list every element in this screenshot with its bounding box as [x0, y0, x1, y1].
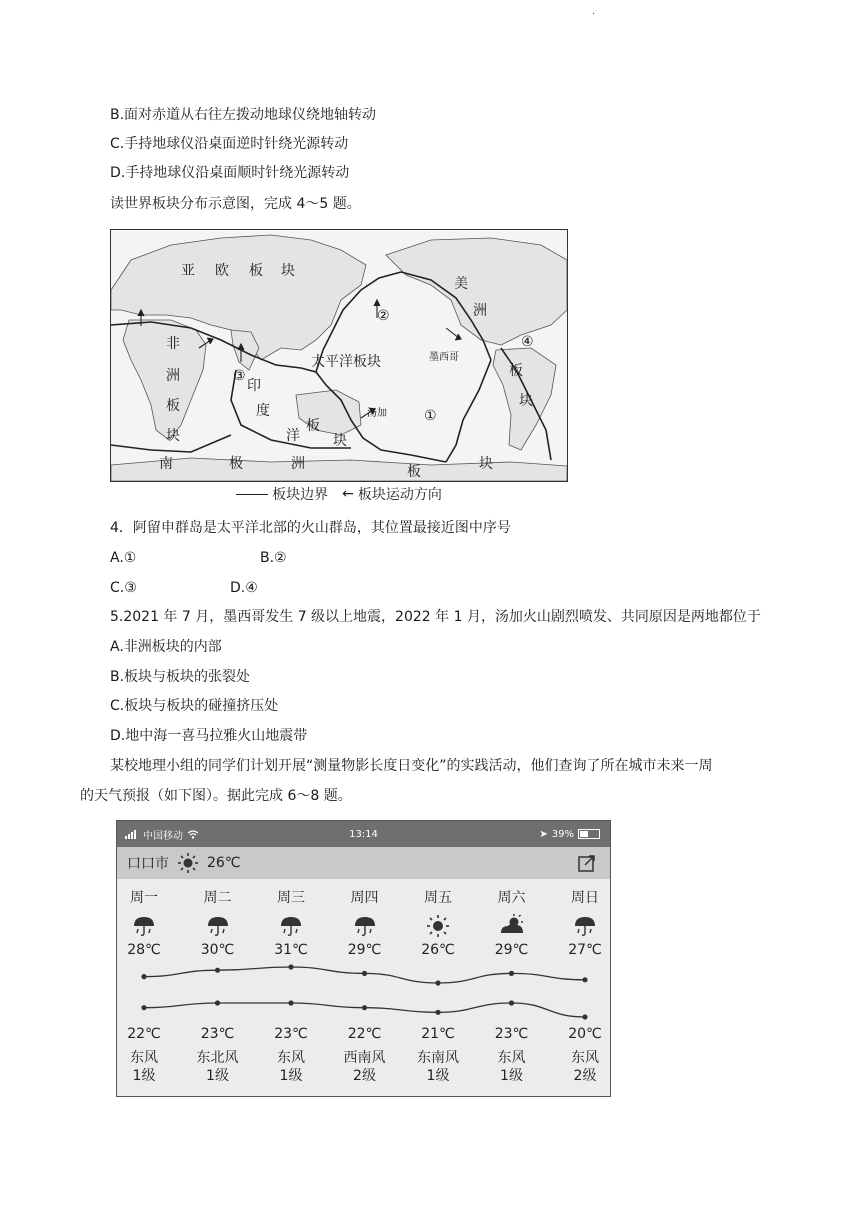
intro-4-5: 读世界板块分布示意图，完成 4～5 题。: [110, 196, 361, 212]
intro-6-8-line2: 的天气预报（如下图）。据此完成 6～8 题。: [80, 788, 352, 804]
plate-map-svg: [111, 230, 567, 481]
wind-direction: 东风: [497, 1050, 526, 1066]
label-eurasia-3: 板: [249, 263, 263, 279]
boundary-line-symbol: [236, 494, 268, 495]
intro-6-8-line1: 某校地理小组的同学们计划开展“测量物影长度日变化”的实践活动，他们查询了所在城市未来一周: [110, 758, 713, 774]
page-marker-dot: .: [592, 6, 596, 17]
motion-arrow-mexico: [446, 328, 461, 340]
low-temp-label: 20℃: [568, 1026, 602, 1042]
low-temp-curve-point: [435, 1010, 440, 1015]
boundary-pacific-east: [446, 360, 491, 462]
high-temp-label: 29℃: [494, 942, 529, 958]
q5-option-b: B.板块与板块的张裂处: [110, 669, 251, 685]
legend-motion: [342, 484, 442, 504]
wind-level: 2级: [573, 1068, 597, 1084]
day-name: 周三: [277, 890, 305, 906]
low-temp-label: 23℃: [274, 1026, 308, 1042]
wind-direction: 东南风: [417, 1050, 459, 1066]
label-antarctic-3: 洲: [291, 456, 305, 472]
label-number-2: ②: [377, 308, 390, 324]
legend-boundary: [236, 484, 328, 504]
day-name: 周一: [130, 890, 158, 906]
label-africa-3: 板: [166, 398, 180, 414]
q4-option-d: D.④: [230, 580, 258, 596]
high-temp-curve-point: [362, 971, 367, 976]
q3-option-b: B.面对赤道从右往左拨动地球仪绕地轴转动: [110, 107, 377, 123]
q4-stem: 4．阿留申群岛是太平洋北部的火山群岛，其位置最接近图中序号: [110, 520, 511, 536]
day-name: 周二: [203, 890, 232, 906]
high-temp-curve-point: [509, 971, 514, 976]
low-temp-label: 22℃: [347, 1026, 382, 1042]
wind-level: 1级: [279, 1068, 303, 1084]
q5-option-c: C.板块与板块的碰撞挤压处: [110, 698, 279, 714]
low-temp-label: 23℃: [494, 1026, 529, 1042]
wind-level: 1级: [132, 1068, 156, 1084]
low-temp-curve-point: [288, 1000, 293, 1005]
wind-direction: 东风: [571, 1050, 599, 1066]
high-temp-curve-point: [141, 974, 146, 979]
label-antarctic-2: 极: [229, 456, 243, 472]
label-america-1: 美: [454, 276, 468, 292]
map-legend: [110, 482, 568, 506]
label-antarctic-1: 南: [159, 456, 173, 472]
high-temp-curve-point: [215, 968, 220, 973]
city-name: 口口市: [127, 856, 169, 872]
day-name: 周六: [497, 890, 526, 906]
low-temp-label: 21℃: [421, 1026, 455, 1042]
q3-option-d: D.手持地球仪沿桌面顺时针绕光源转动: [110, 165, 350, 181]
label-antarctic-5: 块: [479, 456, 493, 472]
low-temp-curve-point: [509, 1000, 514, 1005]
current-temp: 26℃: [207, 855, 241, 871]
wind-level: 2级: [353, 1068, 376, 1084]
label-eurasia-4: 块: [281, 263, 295, 279]
high-temp-curve-point: [435, 980, 440, 985]
high-temp-label: 26℃: [421, 942, 455, 958]
wind-direction: 西南风: [343, 1050, 386, 1066]
high-temp-label: 31℃: [274, 942, 308, 958]
q4-option-c: C.③: [110, 580, 137, 596]
high-temp-label: 29℃: [347, 942, 382, 958]
low-temp-label: 22℃: [127, 1026, 161, 1042]
status-time: 13:14: [349, 828, 378, 840]
label-india-5: 块: [333, 433, 347, 449]
low-temp-label: 23℃: [200, 1026, 235, 1042]
label-eurasia-1: 亚: [181, 263, 195, 279]
day-name: 周五: [424, 890, 452, 906]
q5-stem: 5.2021 年 7 月，墨西哥发生 7 级以上地震，2022 年 1 月，汤加火山剧烈喷发、共同原因是两地都位于: [110, 609, 761, 625]
label-tonga: 汤加: [367, 408, 387, 419]
label-india-4: 板: [306, 418, 320, 434]
wind-direction: 东风: [130, 1050, 158, 1066]
label-pacific: 太平洋板块: [311, 354, 381, 370]
africa-landmass: [123, 320, 206, 440]
label-india-1: 印: [247, 378, 261, 394]
wind-level: 1级: [206, 1068, 229, 1084]
label-eurasia-2: 欧: [215, 263, 229, 279]
label-america-4: 块: [519, 393, 533, 409]
world-plate-map: [110, 229, 568, 482]
high-temp-curve-point: [288, 964, 293, 969]
label-africa-4: 块: [166, 428, 180, 444]
temperature-curves: [117, 821, 611, 1097]
label-mexico: 墨西哥: [429, 352, 459, 363]
label-number-4: ④: [521, 334, 534, 350]
low-temp-curve-point: [141, 1005, 146, 1010]
high-temp-curve-point: [582, 977, 587, 982]
wind-level: 1级: [426, 1068, 450, 1084]
high-temp-label: 30℃: [200, 942, 235, 958]
label-africa-2: 洲: [166, 368, 180, 384]
day-name: 周四: [350, 890, 379, 906]
q3-option-c: C.手持地球仪沿桌面逆时针绕光源转动: [110, 136, 349, 152]
low-temp-curve-point: [582, 1014, 587, 1019]
weather-forecast-screenshot: [116, 820, 611, 1097]
carrier-name: 中国移动: [143, 830, 183, 842]
q4-option-a: A.①: [110, 550, 137, 566]
antarctica-landmass: [111, 458, 567, 481]
day-name: 周日: [571, 890, 599, 906]
wind-level: 1级: [500, 1068, 523, 1084]
high-temp-label: 27℃: [568, 942, 602, 958]
wind-direction: 东风: [277, 1050, 305, 1066]
legend-boundary-text: 板块边界: [272, 487, 329, 503]
label-america-2: 洲: [473, 303, 487, 319]
high-temp-label: 28℃: [127, 942, 161, 958]
label-india-2: 度: [256, 403, 270, 419]
label-india-3: 洋: [286, 428, 300, 444]
low-temp-curve-point: [215, 1000, 220, 1005]
wind-direction: 东北风: [196, 1050, 239, 1066]
label-number-3: ③: [233, 368, 246, 384]
label-africa-1: 非: [166, 336, 180, 352]
battery-percent: 39%: [551, 828, 574, 840]
legend-motion-text: 板块运动方向: [357, 487, 442, 503]
q5-option-d: D.地中海一喜马拉雅火山地震带: [110, 728, 308, 744]
label-number-1: ①: [424, 408, 437, 424]
low-temp-curve-point: [362, 1005, 367, 1010]
q5-option-a: A.非洲板块的内部: [110, 639, 222, 655]
location-arrow-icon: ➤: [539, 828, 548, 840]
label-antarctic-4: 板: [407, 464, 421, 480]
left-arrow-icon: ←: [342, 486, 354, 502]
q4-option-b: B.②: [260, 550, 287, 566]
label-america-3: 板: [509, 363, 523, 379]
